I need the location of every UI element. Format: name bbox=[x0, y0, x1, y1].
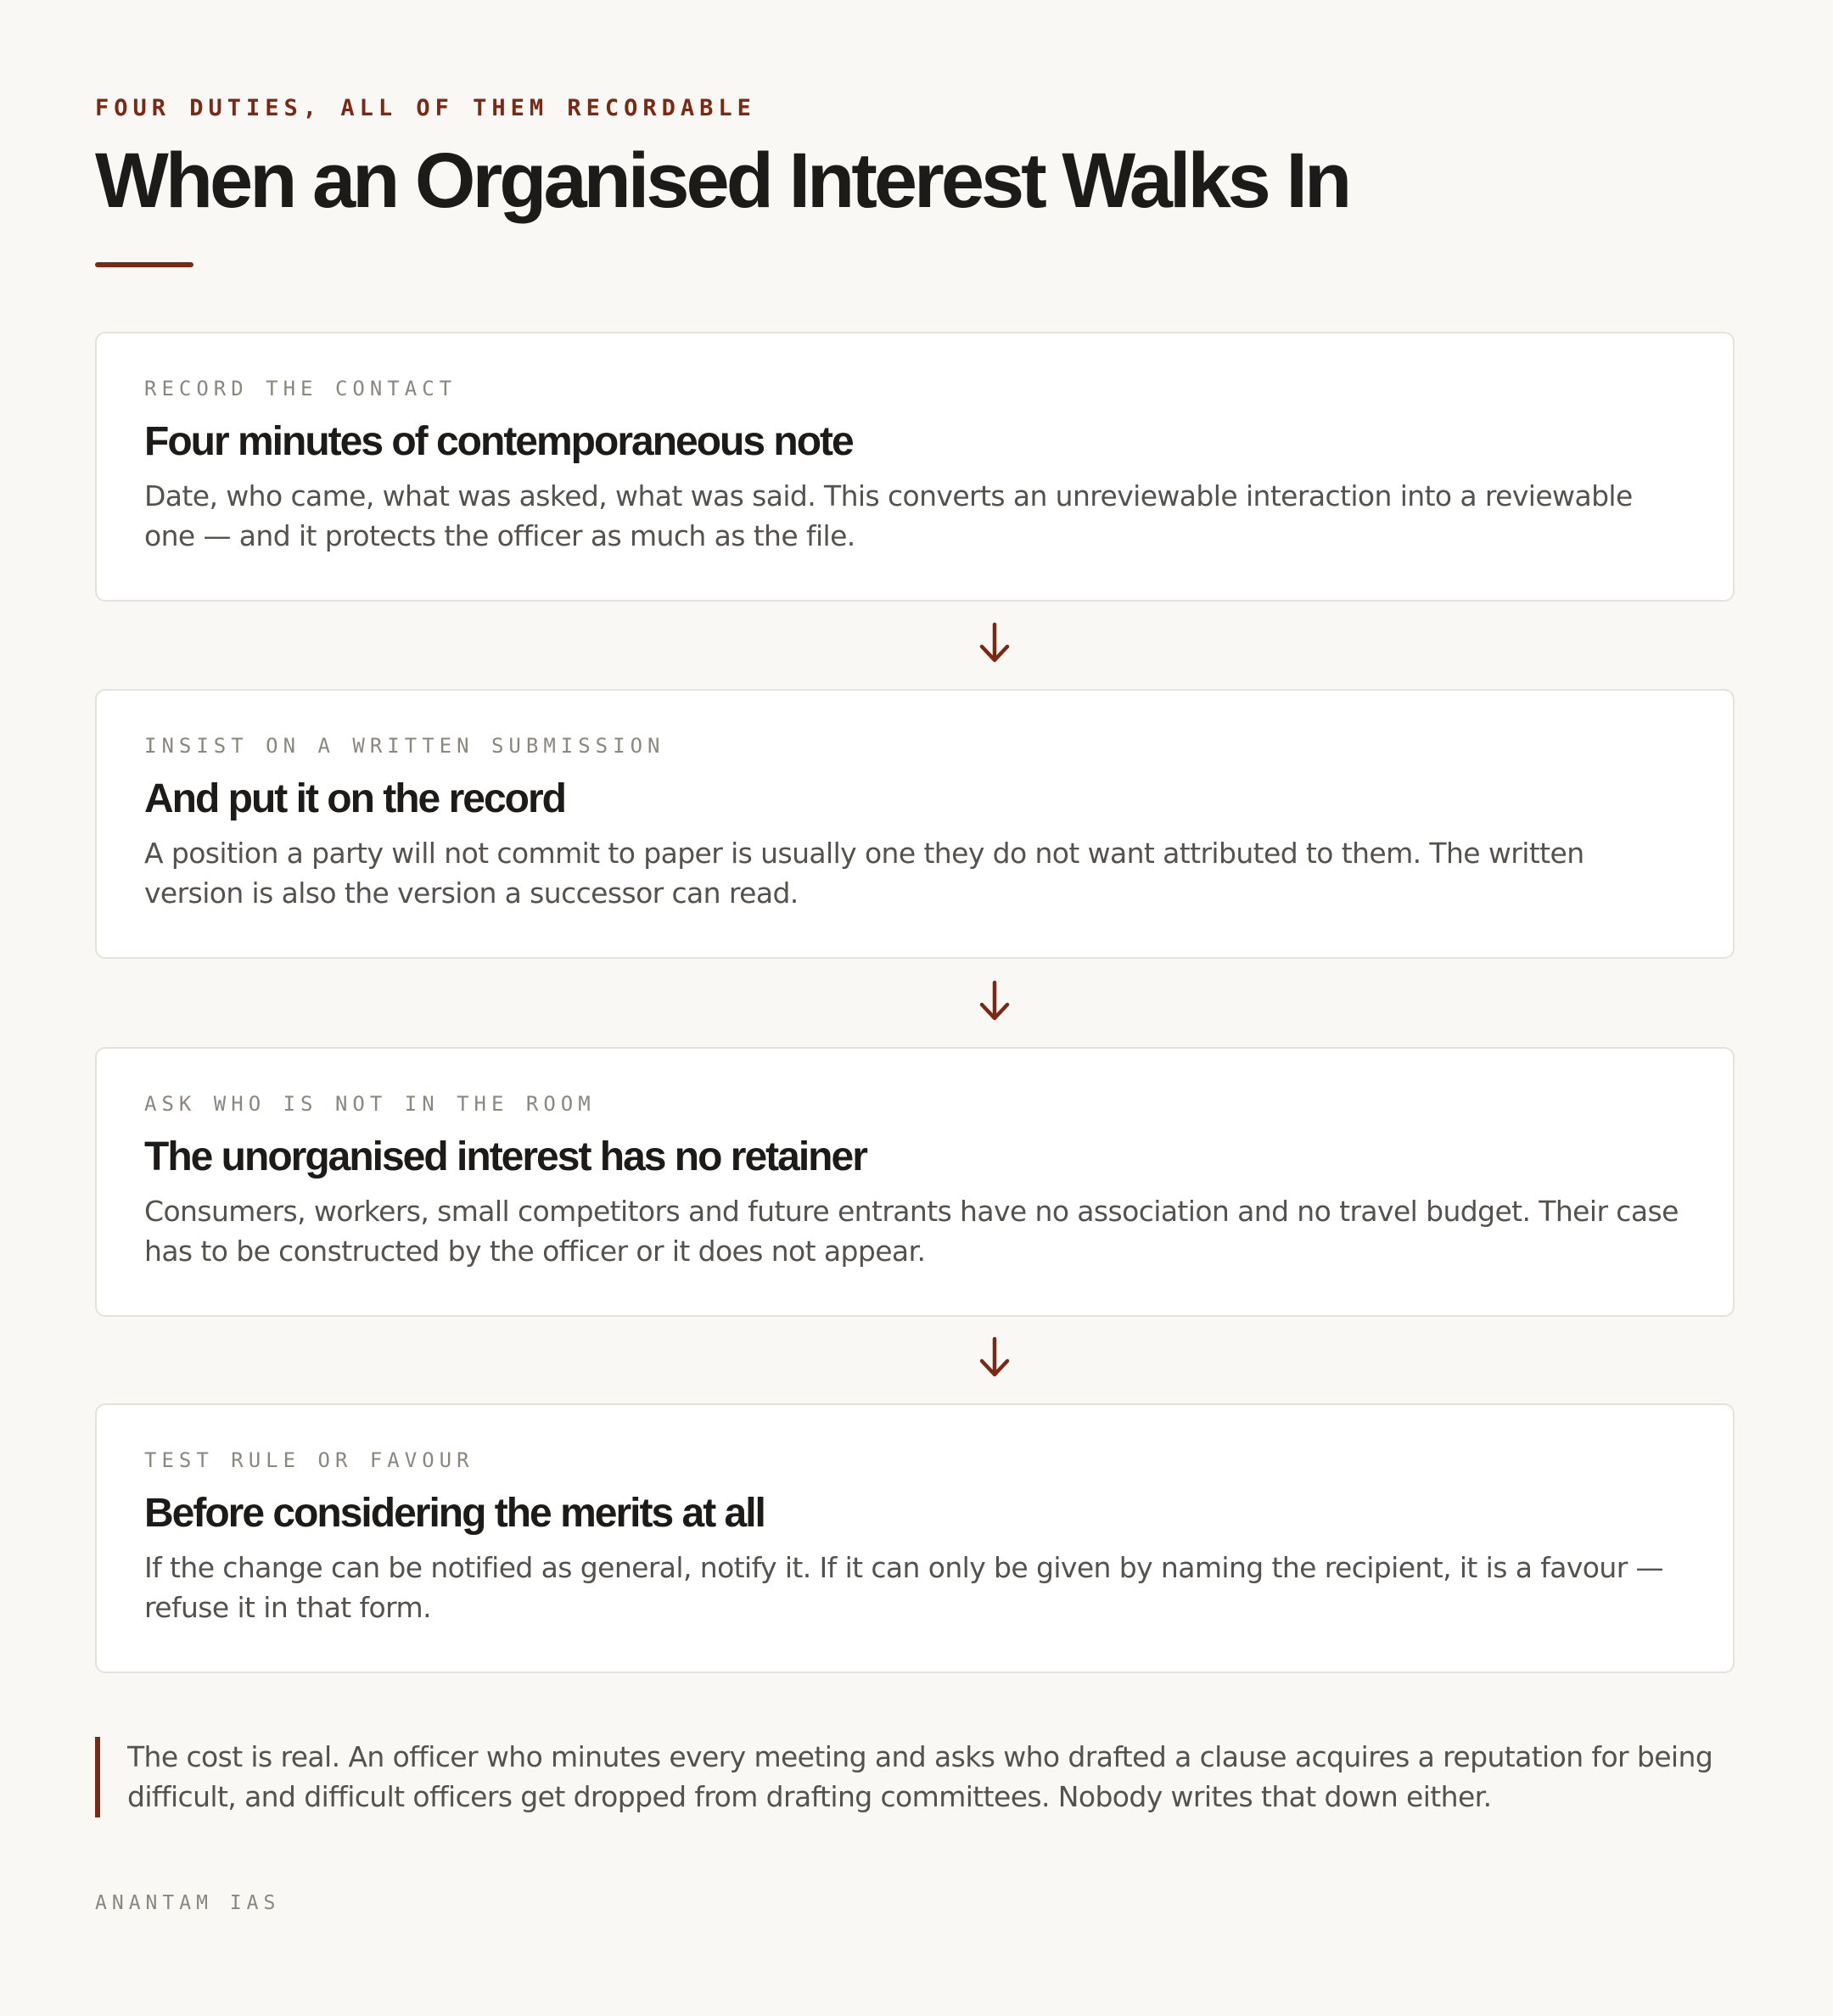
page-title: When an Organised Interest Walks In bbox=[95, 137, 1349, 224]
footer-brand: ANANTAM IAS bbox=[95, 1892, 281, 1914]
card-body: A position a party will not commit to paper is usually one they do not want attributed to them. The written version is also the version a successor can read. bbox=[144, 837, 1584, 910]
card-heading: Four minutes of contemporaneous note bbox=[144, 419, 853, 464]
duty-card-absent-interests bbox=[95, 1047, 1735, 1317]
card-kicker: ASK WHO IS NOT IN THE ROOM bbox=[144, 1092, 596, 1116]
duty-card-written-submission bbox=[95, 689, 1735, 959]
card-body: If the change can be notified as general, notify it. If it can only be given by naming the recipient, it is a favour — refuse it in that form. bbox=[144, 1551, 1663, 1624]
card-body: Date, who came, what was asked, what was said. This converts an unreviewable interaction into a reviewable one — and it protects the officer as much as the file. bbox=[144, 479, 1633, 552]
card-body: Consumers, workers, small competitors and future entrants have no association and no travel budget. Their case has to be constructed by the officer or it does not appear. bbox=[144, 1195, 1679, 1268]
duty-card-record-contact bbox=[95, 332, 1735, 602]
card-heading: Before considering the merits at all bbox=[144, 1491, 765, 1536]
card-kicker: TEST RULE OR FAVOUR bbox=[144, 1448, 474, 1472]
duty-card-rule-or-favour bbox=[95, 1403, 1735, 1673]
arrow-down-icon bbox=[978, 980, 1012, 1022]
card-kicker: INSIST ON A WRITTEN SUBMISSION bbox=[144, 734, 665, 758]
closing-note-quote: The cost is real. An officer who minutes every meeting and asks who drafted a clause acquires a reputation for being difficult, and difficult officers get dropped from drafting committees. Nobody writes that down either. bbox=[95, 1737, 1733, 1817]
card-kicker: RECORD THE CONTACT bbox=[144, 377, 457, 400]
card-heading: And put it on the record bbox=[144, 776, 565, 821]
title-accent-rule bbox=[95, 262, 193, 267]
arrow-down-icon bbox=[978, 1336, 1012, 1379]
arrow-down-icon bbox=[978, 622, 1012, 664]
eyebrow-label: FOUR DUTIES, ALL OF THEM RECORDABLE bbox=[95, 95, 756, 121]
card-heading: The unorganised interest has no retainer bbox=[144, 1134, 866, 1179]
